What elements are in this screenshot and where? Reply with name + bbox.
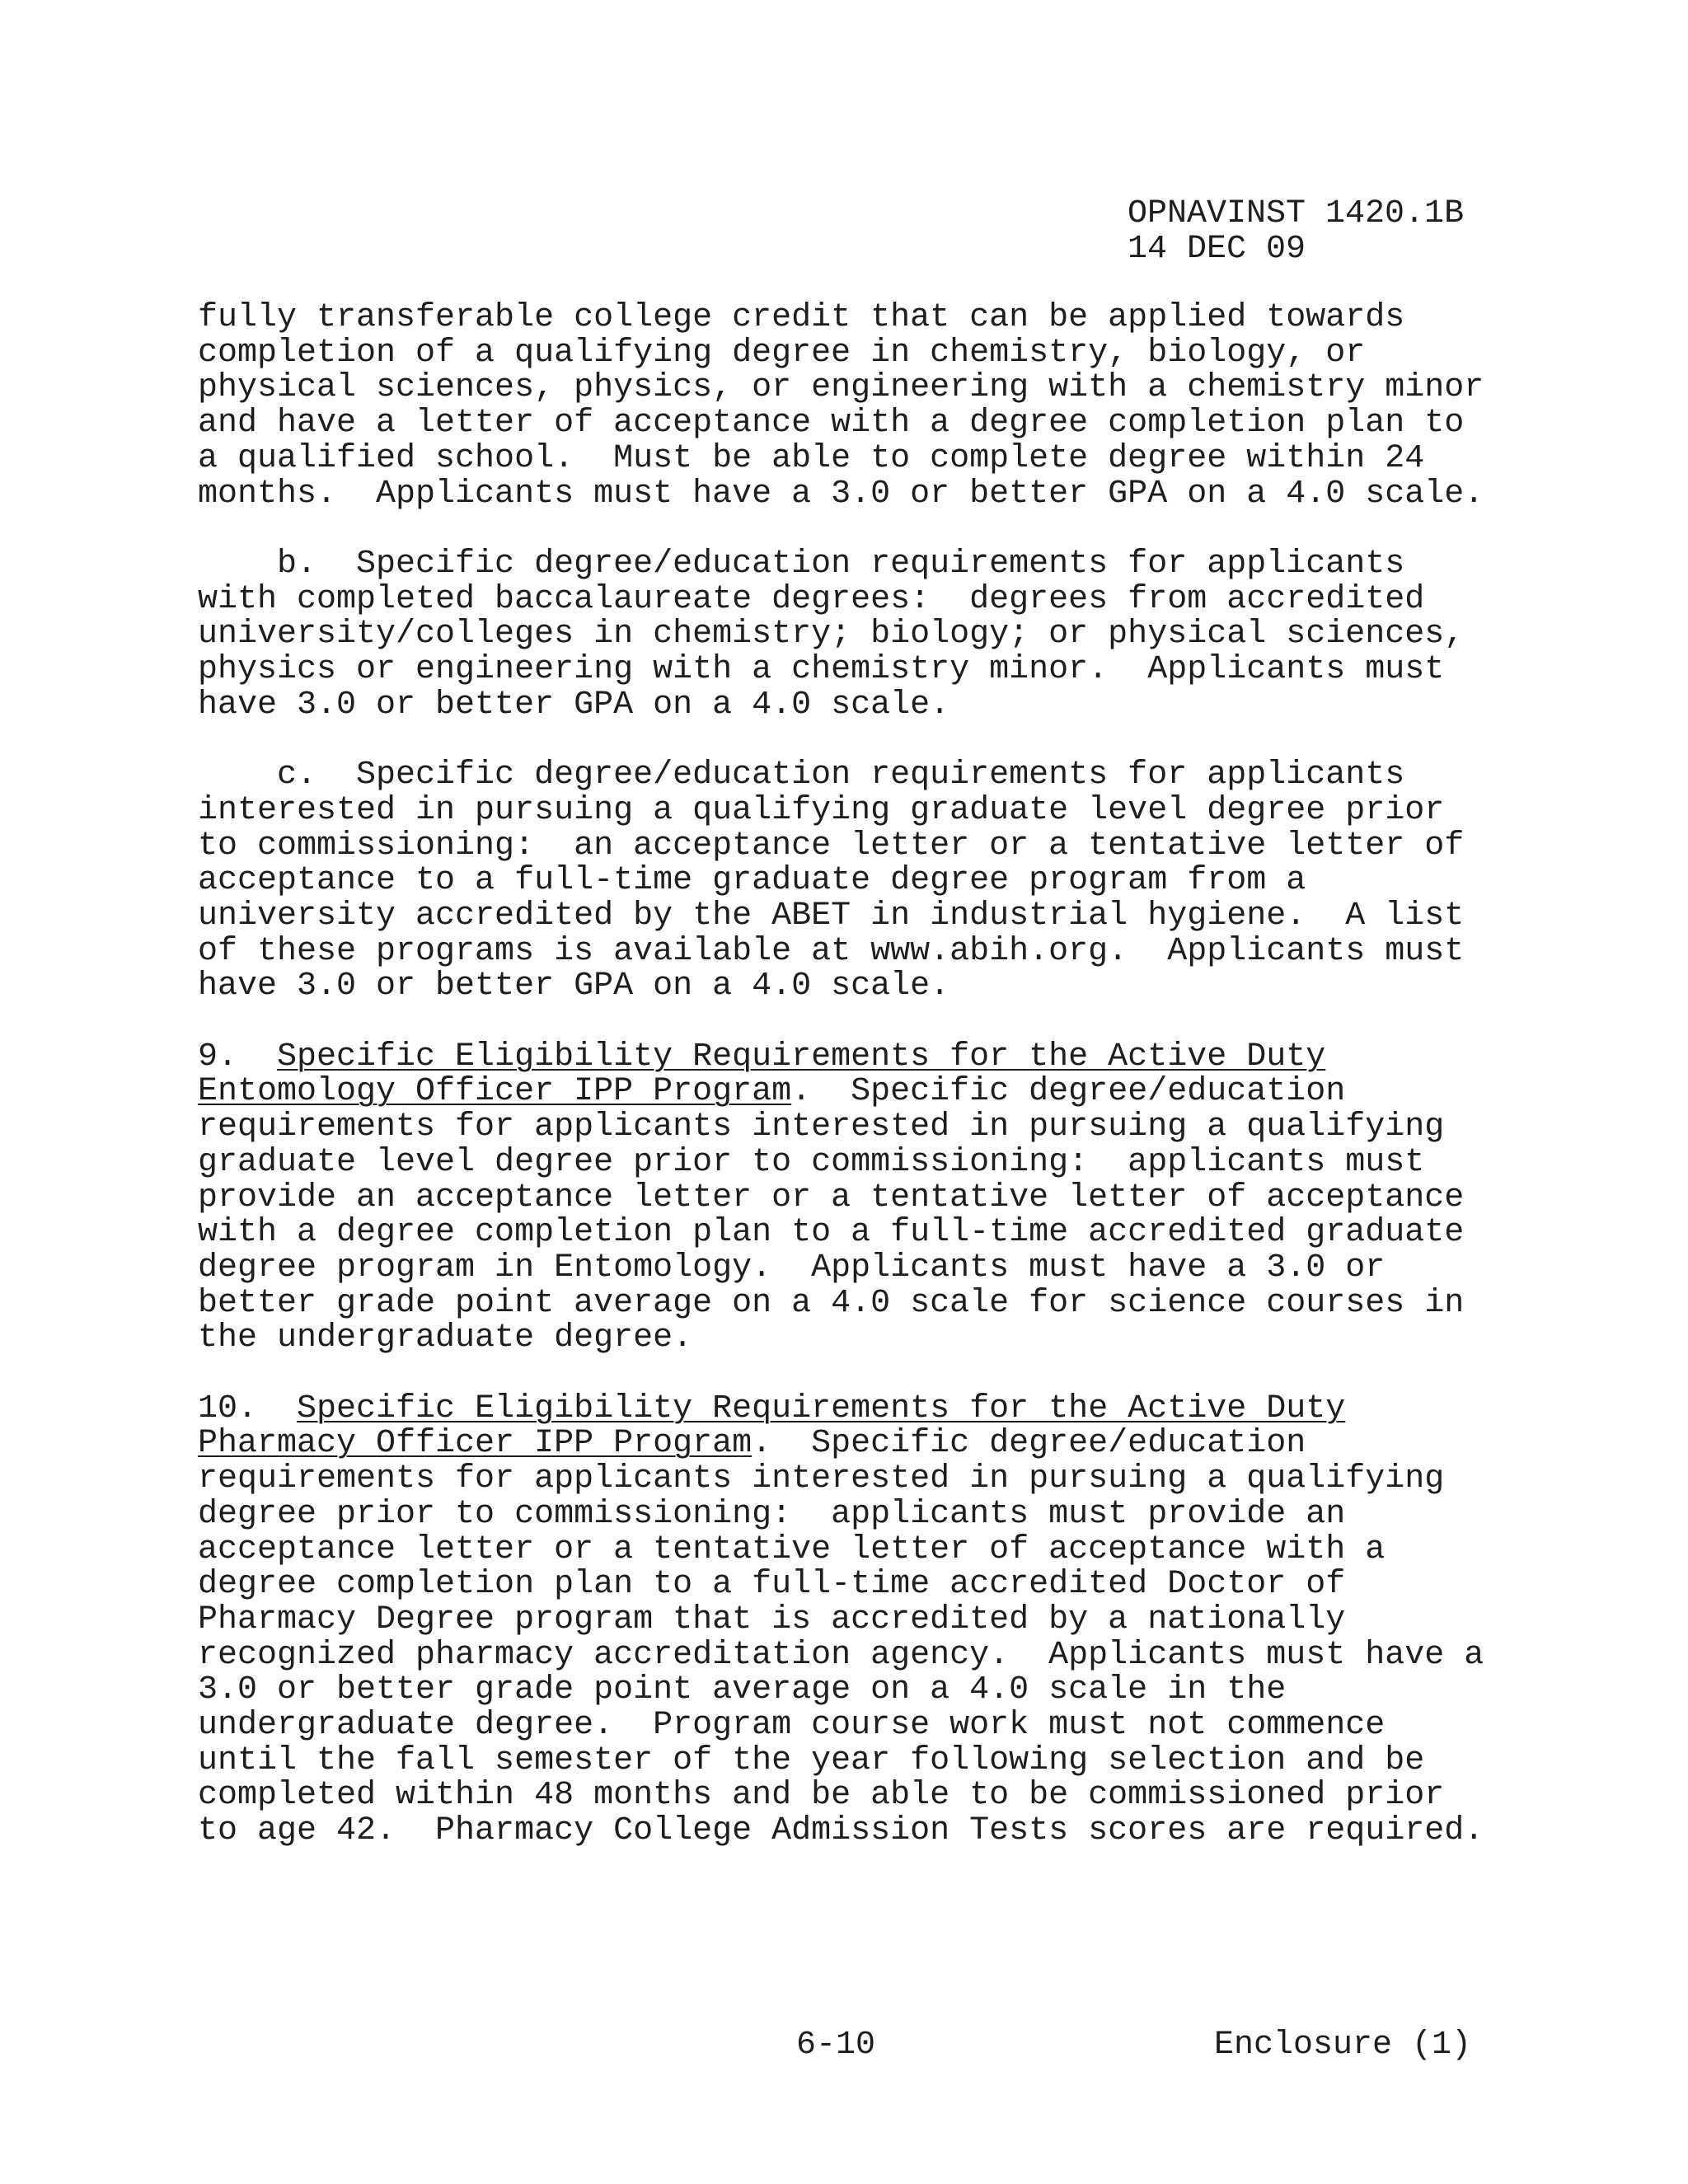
document-date: 14 DEC 09 <box>1128 231 1306 268</box>
section-9-text-line2-rest: . Specific degree/education <box>791 1073 1346 1111</box>
paragraph-b: b. Specific degree/education requirements for applicants with completed baccalaureate degrees: degrees from accredited university/colleges in chemistry; biology; or physical sciences, physics or engineering with a chemistry minor. Applicants must have 3.0 or better GPA on a 4.0 scale. <box>198 545 1465 724</box>
section-9-number: 9. <box>198 1038 278 1076</box>
instruction-number: OPNAVINST 1420.1B <box>1128 195 1465 232</box>
enclosure-label: Enclosure (1) <box>1214 2027 1472 2064</box>
section-10-text-line2-rest: . Specific degree/education <box>752 1425 1306 1463</box>
section-10-title-line2: Pharmacy Officer IPP Program <box>198 1425 753 1463</box>
document-header <box>1128 196 1464 267</box>
section-9-text: requirements for applicants interested in pursuing a qualifying graduate level degree prior to commissioning: applicants must provide an acceptance letter or a tentative letter of acceptance with a degree completion plan to a full-time accredited graduate degree program in Entomology. Applicants must have a 3.0 or better grade point average on a 4.0 scale for science courses in the undergraduate degree. <box>198 1108 1465 1357</box>
section-10-number: 10. <box>198 1390 298 1427</box>
document-body <box>198 301 1484 1885</box>
paragraph-c: c. Specific degree/education requirements for applicants interested in pursuing a qualifying graduate level degree prior to commissioning: an acceptance letter or a tentative letter of acceptance to a full-time graduate degree program from a university accredited by the ABET in industrial hygiene. A list of these programs is available at www.abih.org. Applicants must have 3.0 or better GPA on a 4.0 scale. <box>198 757 1465 1005</box>
section-10 <box>198 1392 1484 1849</box>
section-10-title-line1: Specific Eligibility Requirements for the Active Duty <box>297 1390 1346 1427</box>
section-9 <box>198 1040 1484 1357</box>
continuation-paragraph: fully transferable college credit that can be applied towards completion of a qualifying degree in chemistry, biology, or physical sciences, physics, or engineering with a chemistry minor and have a letter of acceptance with a degree completion plan to a qualified school. Must be able to complete degree within 24 months. Applicants must have a 3.0 or better GPA on a 4.0 scale. <box>198 299 1484 513</box>
section-10-text: requirements for applicants interested in pursuing a qualifying degree prior to commissioning: applicants must provide an acceptance letter or a tentative letter of acceptance with a degree completion plan to a full-time accredited Doctor of Pharmacy Degree program that is accredited by a nationally recognized pharmacy accreditation agency. Applicants must have a 3.0 or better grade point average on a 4.0 scale in the undergraduate degree. Program course work must not commence until the fall semester of the year following selection and be completed within 48 months and be able to be commissioned prior to age 42. Pharmacy College Admission Tests scores are required. <box>198 1460 1484 1850</box>
section-9-title-line2: Entomology Officer IPP Program <box>198 1073 792 1111</box>
section-9-title-line1: Specific Eligibility Requirements for the Active Duty <box>277 1038 1326 1076</box>
page-number: 6-10 <box>796 2027 876 2064</box>
